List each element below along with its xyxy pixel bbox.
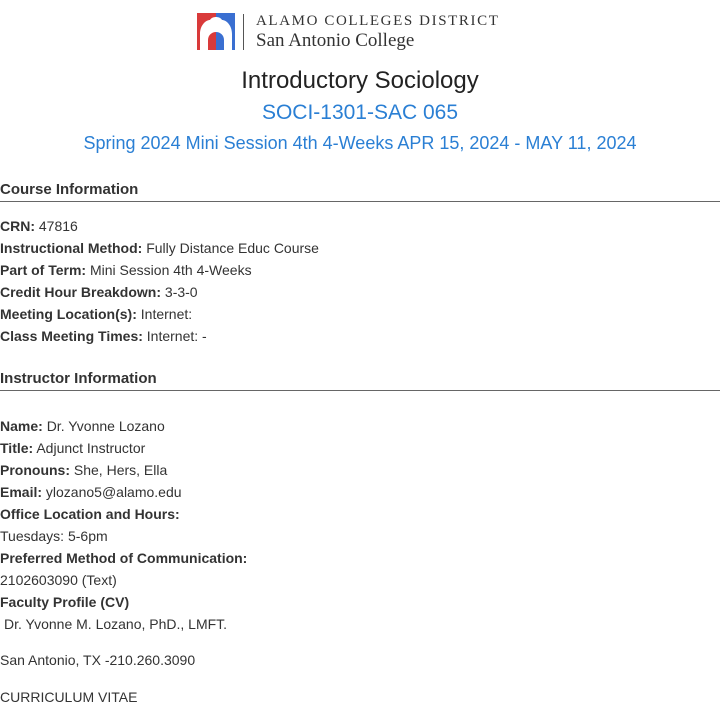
instructor-information-heading: Instructor Information <box>0 370 720 391</box>
profile-location: San Antonio, TX -210.260.3090 <box>0 652 196 668</box>
term-row <box>0 261 252 279</box>
crn-label: CRN: <box>0 218 35 234</box>
name-value: Dr. Yvonne Lozano <box>46 418 165 434</box>
profile-name: Dr. Yvonne M. Lozano, PhD., LMFT. <box>4 616 228 632</box>
course-term: Spring 2024 Mini Session 4th 4-Weeks APR 15, 2024 - MAY 11, 2024 <box>83 133 637 153</box>
cv-heading: CURRICULUM VITAE <box>0 689 138 705</box>
college-name: San Antonio College <box>256 30 415 51</box>
email-row <box>0 483 182 501</box>
method-label: Instructional Method: <box>0 240 143 256</box>
pronouns-label: Pronouns: <box>0 462 70 478</box>
office-row <box>0 505 180 523</box>
office-label: Office Location and Hours: <box>0 506 180 522</box>
course-title: Introductory Sociology <box>241 67 479 94</box>
credit-label: Credit Hour Breakdown: <box>0 284 162 300</box>
credit-value: 3-3-0 <box>164 284 198 300</box>
course-information-heading: Course Information <box>0 181 720 202</box>
college-logo <box>197 13 527 51</box>
location-label: Meeting Location(s): <box>0 306 137 322</box>
title-value: Adjunct Instructor <box>36 440 146 456</box>
location-row <box>0 305 192 323</box>
alamo-mission-logo-icon <box>197 13 235 50</box>
communication-label: Preferred Method of Communication: <box>0 550 248 566</box>
meeting-times-label: Class Meeting Times: <box>0 328 143 344</box>
district-name: ALAMO COLLEGES DISTRICT <box>256 13 500 29</box>
logo-divider <box>243 14 244 50</box>
communication-row <box>0 549 247 567</box>
title-row <box>0 439 145 457</box>
term-value: Mini Session 4th 4-Weeks <box>89 262 252 278</box>
method-row <box>0 239 319 257</box>
faculty-profile-link[interactable]: Faculty Profile (CV) <box>0 594 130 610</box>
term-label: Part of Term: <box>0 262 87 278</box>
communication-value: 2102603090 (Text) <box>0 572 117 588</box>
meeting-times-value: Internet: - <box>146 328 207 344</box>
faculty-profile-row <box>0 593 129 611</box>
credit-row <box>0 283 198 301</box>
pronouns-value: She, Hers, Ella <box>73 462 168 478</box>
method-value: Fully Distance Educ Course <box>146 240 319 256</box>
title-label: Title: <box>0 440 34 456</box>
email-link[interactable]: ylozano5@alamo.edu <box>45 484 182 500</box>
pronouns-row <box>0 461 167 479</box>
crn-value: 47816 <box>38 218 78 234</box>
name-label: Name: <box>0 418 43 434</box>
office-hours-value: Tuesdays: 5-6pm <box>0 528 108 544</box>
name-row <box>0 417 165 435</box>
email-label: Email: <box>0 484 43 500</box>
location-value: Internet: <box>140 306 193 322</box>
crn-row <box>0 217 78 235</box>
meeting-times-row <box>0 327 207 345</box>
course-code: SOCI-1301-SAC 065 <box>261 101 459 124</box>
